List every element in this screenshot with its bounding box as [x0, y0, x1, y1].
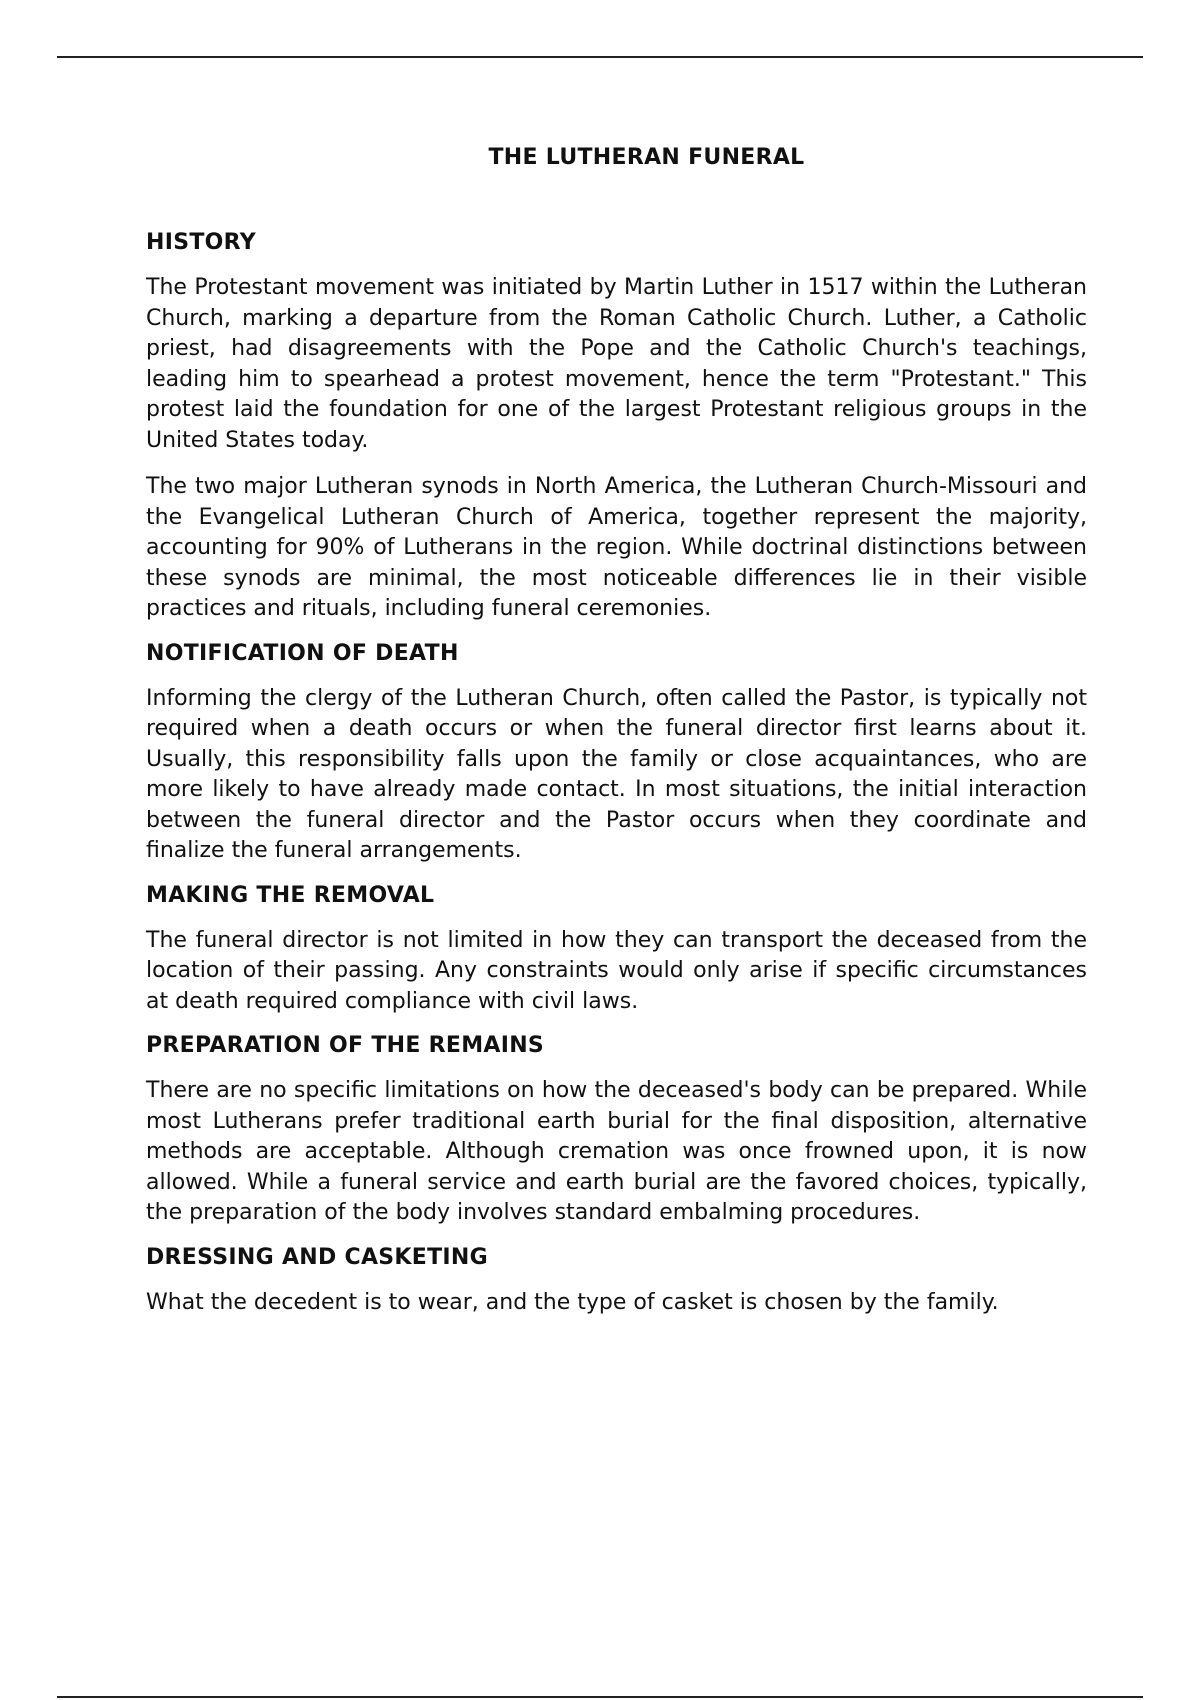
section-heading: NOTIFICATION OF DEATH	[146, 640, 459, 666]
section-preparation-of-the-remains	[146, 1033, 1087, 1229]
paragraph: The Protestant movement was initiated by Martin Luther in 1517 within the Lutheran Church, marking a departure from the Roman Catholic Church. Luther, a Catholic priest, had disagreements with the Pope and the Catholic Church's teachings, leading him to spearhead a protest movement, hence the term "Protestant." This protest laid the foundation for one of the largest Protestant religious groups in the United States today.	[146, 275, 1087, 453]
top-rule	[57, 56, 1143, 58]
paragraph: Informing the clergy of the Lutheran Church, often called the Pastor, is typically not required when a death occurs or when the funeral director first learns about it. Usually, this responsibility falls upon the family or close acquaintances, who are more likely to have already made contact. In most situations, the initial interaction between the funeral director and the Pastor occurs when they coordinate and finalize the funeral arrangements.	[146, 685, 1087, 863]
paragraph: The funeral director is not limited in how they can transport the deceased from the location of their passing. Any constraints would only arise if specific circumstances at death required compliance with civil laws.	[146, 927, 1087, 1014]
section-making-the-removal	[146, 883, 1087, 1018]
section-heading: HISTORY	[146, 230, 256, 255]
section-heading: PREPARATION OF THE REMAINS	[146, 1033, 545, 1058]
section-heading: DRESSING AND CASKETING	[146, 1244, 488, 1270]
paragraph: The two major Lutheran synods in North America, the Lutheran Church-Missouri and the Evangelical Lutheran Church of America, together represent the majority, accounting for 90% of Lutherans in the region. While doctrinal distinctions between these synods are minimal, the most noticeable differences lie in their visible practices and rituals, including funeral ceremonies.	[146, 474, 1087, 621]
section-notification-of-death	[146, 641, 1087, 867]
page-title: THE LUTHERAN FUNERAL	[488, 145, 805, 170]
section-heading: MAKING THE REMOVAL	[146, 882, 435, 908]
section-history	[146, 230, 1087, 625]
paragraph: There are no specific limitations on how the deceased's body can be prepared. While most Lutherans prefer traditional earth burial for the final disposition, alternative methods are acceptable. Although cremation was once frowned upon, it is now allowed. While a funeral service and earth burial are the favored choices, typically, the preparation of the body involves standard embalming procedures.	[146, 1078, 1087, 1225]
paragraph: What the decedent is to wear, and the type of casket is chosen by the family.	[146, 1289, 999, 1315]
bottom-rule	[57, 1696, 1143, 1698]
document-body	[146, 145, 1087, 1334]
section-dressing-and-casketing	[146, 1245, 1087, 1319]
